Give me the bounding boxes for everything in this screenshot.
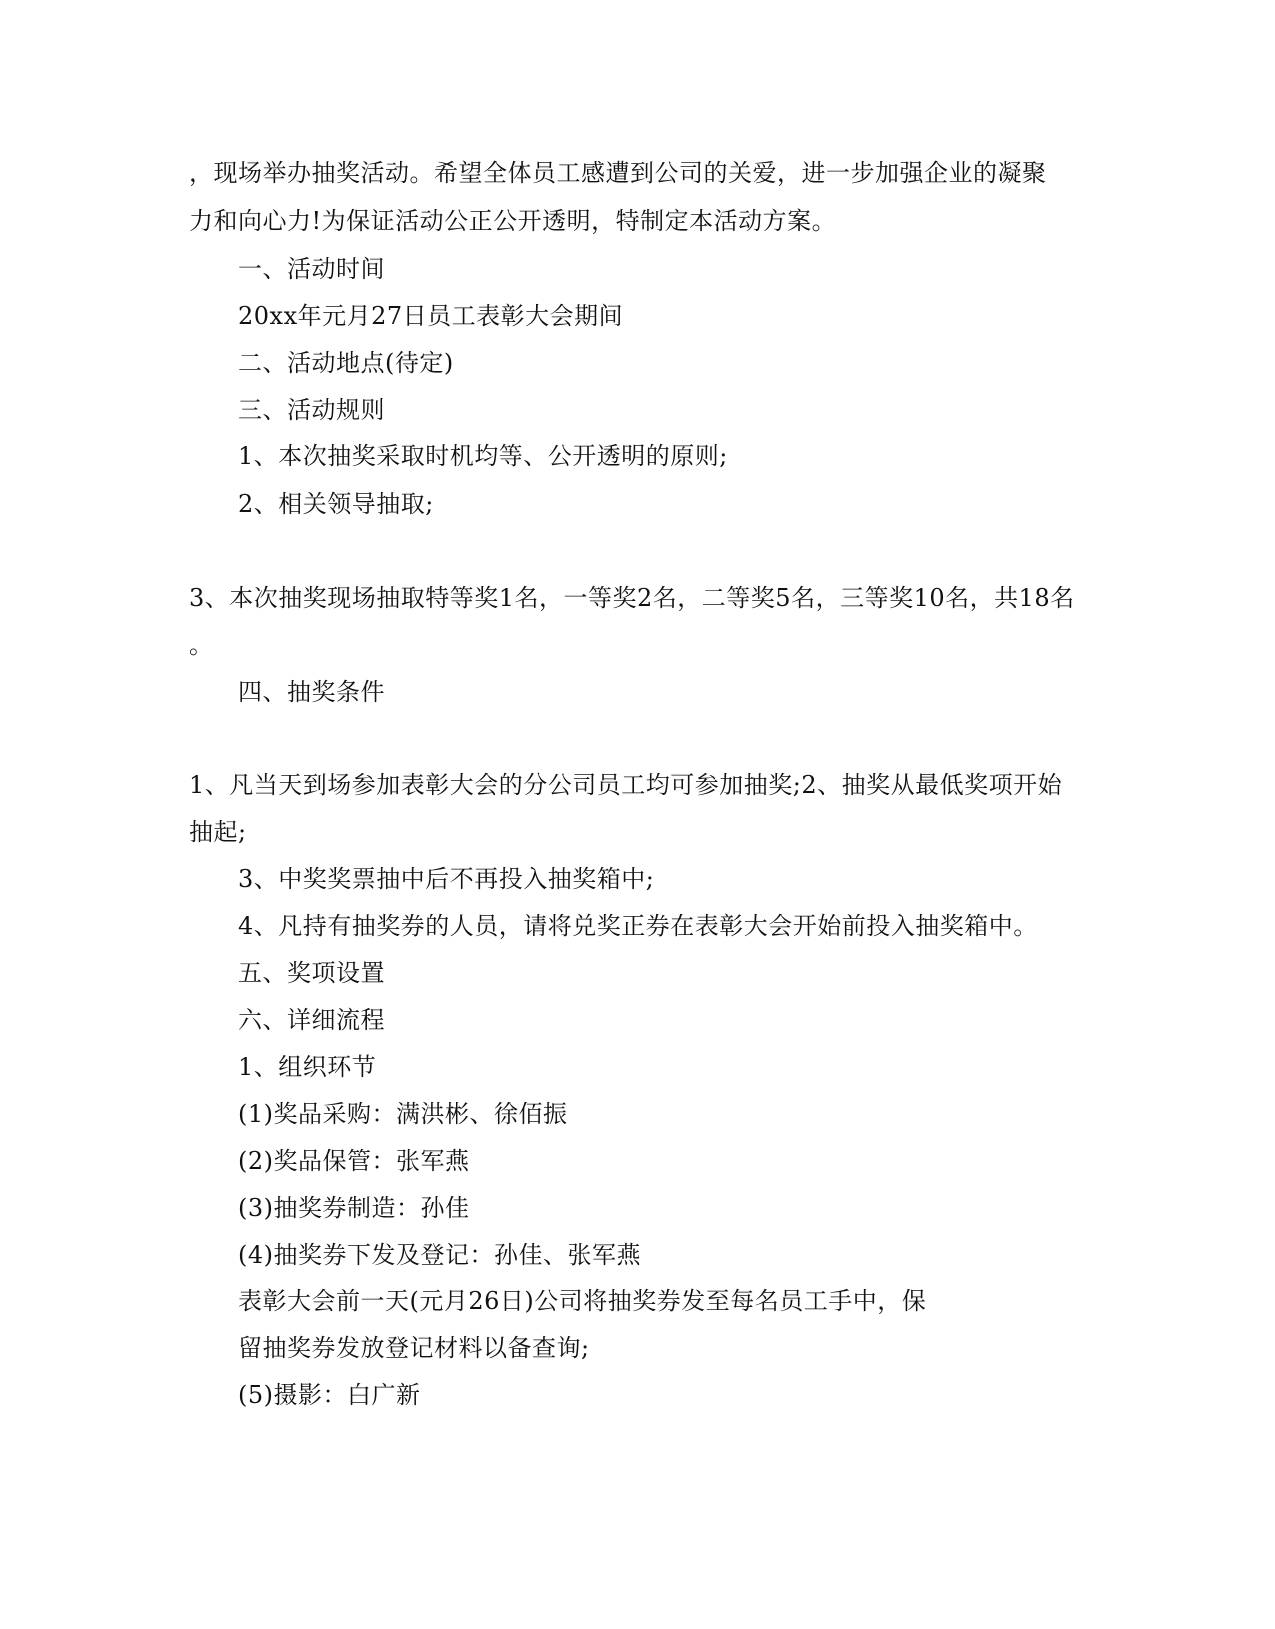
list-item: (4)抽奖券下发及登记：孙佳、张军燕 [238,1241,641,1269]
text-line: 留抽奖券发放登记材料以备查询; [238,1334,590,1362]
text-line: ，现场举办抽奖活动。希望全体员工感遭到公司的关爱，进一步加强企业的凝聚 [189,159,1047,187]
list-item: 4、凡持有抽奖券的人员，请将兑奖正券在表彰大会开始前投入抽奖箱中。 [238,912,1038,940]
list-item: 2、相关领导抽取; [238,490,434,518]
text-line: 。 [189,631,214,659]
list-item: 3、本次抽奖现场抽取特等奖1名，一等奖2名，二等奖5名，三等奖10名，共18名 [189,584,1075,612]
list-item: (3)抽奖券制造：孙佳 [238,1194,470,1222]
text-line: 20xx年元月27日员工表彰大会期间 [238,302,624,330]
list-item: (2)奖品保管：张军燕 [238,1147,470,1175]
list-item: 1、组织环节 [238,1053,377,1081]
list-item: 1、凡当天到场参加表彰大会的分公司员工均可参加抽奖;2、抽奖从最低奖项开始 [189,771,1063,799]
section-heading: 一、活动时间 [238,255,385,283]
section-heading: 四、抽奖条件 [238,678,385,706]
section-heading: 二、活动地点(待定) [238,349,454,377]
list-item: 3、中奖奖票抽中后不再投入抽奖箱中; [238,865,655,893]
list-item: (5)摄影：白广新 [238,1381,421,1409]
section-heading: 六、详细流程 [238,1006,385,1034]
list-item: (1)奖品采购：满洪彬、徐佰振 [238,1100,568,1128]
section-heading: 三、活动规则 [238,396,385,424]
text-line: 力和向心力!为保证活动公正公开透明，特制定本活动方案。 [189,207,837,235]
section-heading: 五、奖项设置 [238,959,385,987]
list-item: 1、本次抽奖采取时机均等、公开透明的原则; [238,442,728,470]
text-line: 表彰大会前一天(元月26日)公司将抽奖券发至每名员工手中，保 [238,1287,927,1315]
text-line: 抽起; [189,818,247,846]
